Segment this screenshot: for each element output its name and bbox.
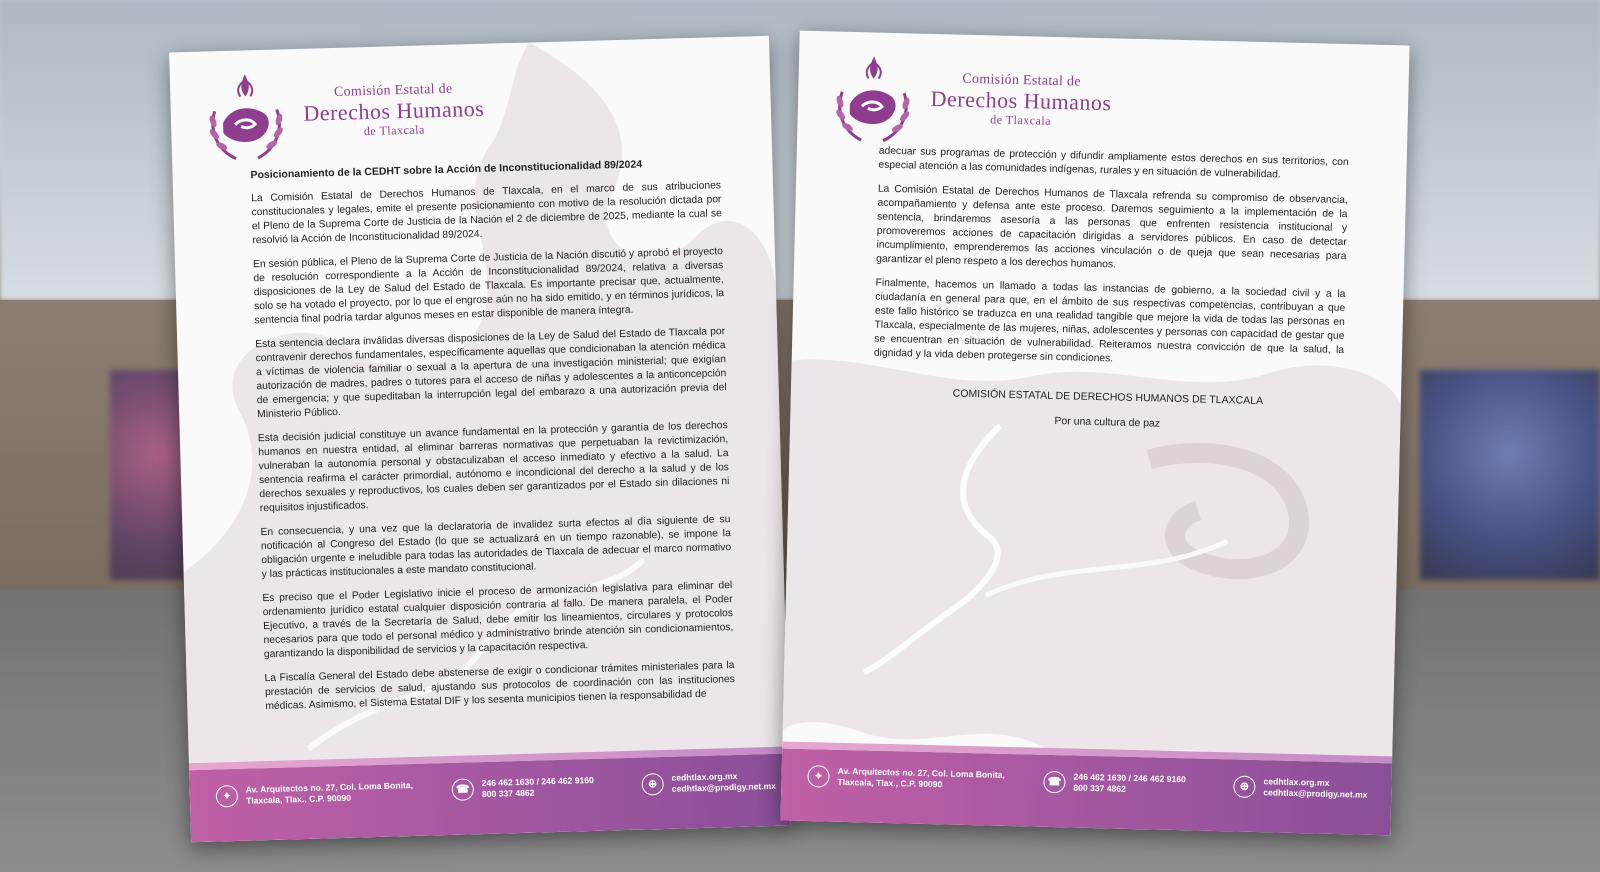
logo-text xyxy=(916,72,1127,129)
laurel-emblem-icon xyxy=(827,51,919,148)
cedht-logo xyxy=(827,51,1129,153)
cedht-logo xyxy=(200,63,503,166)
footer-address xyxy=(246,780,414,807)
logo-line-1: Comisión Estatal de xyxy=(962,71,1081,90)
location-icon: ⌖ xyxy=(216,785,239,808)
website-link[interactable]: cedhtlax.org.mx xyxy=(1263,776,1330,788)
logo-line-3: de Tlaxcala xyxy=(363,122,425,139)
paragraph: La Fiscalía General del Estado debe abstenerse de exigir o condicionar trámites ministeriales para la prestación de servicios de salud, ajustando sus protocolos de coordinación con las instituciones médicas. Asimismo, el Sistema Estatal DIF y los sesenta municipios tienen la responsabilidad de xyxy=(264,659,735,713)
address-line-1: Av. Arquitectos no. 27, Col. Loma Bonita, xyxy=(837,765,1006,780)
document-page-2 xyxy=(780,31,1409,836)
phone-icon: ☎ xyxy=(1043,771,1066,794)
footer-web xyxy=(1263,776,1368,801)
address-line-2: Tlaxcala, Tlax., C.P. 90090 xyxy=(837,776,943,790)
paragraph: En consecuencia, y una vez que la declaratoria de invalidez surta efectos al día siguiente de su notificación al Congreso del Estado (lo que se actualizará en un tiempo razonable), se impone la obligación urgente e ineludible para todas las autoridades de Tlaxcala de adecuar el marco normativo y las prácticas institucionales a este mandato constitucional. xyxy=(260,514,732,581)
address-line-2: Tlaxcala, Tlax., C.P. 90090 xyxy=(245,792,352,806)
globe-icon: ⊕ xyxy=(1233,775,1256,798)
website-link[interactable]: cedhtlax.org.mx xyxy=(671,770,738,783)
phone-line-2: 800 337 4862 xyxy=(481,787,535,800)
paragraph: La Comisión Estatal de Derechos Humanos de Tlaxcala refrenda su compromiso de observancia, acompañamiento y defensa ante este proceso. Daremos seguimiento a la implementación de la sentencia, brindaremos asesoría a las personas que enfrenten resistencia institucional y promoveremos acciones de capacitación dirigidas a servidores públicos. En caso de detectar incumplimiento, emprenderemos las acciones vinculación o de queja que sean necesarias para garantizar el pleno respeto a los derechos humanos. xyxy=(876,183,1348,271)
paragraph: Finalmente, hacemos un llamado a todas las instancias de gobierno, a la sociedad civil y a la ciudadanía en general para que, en el ámbito de sus respectivas competencias, contribuyan a que este fallo histórico se traduzca en una realidad tangible que mejore la vida de todas las personas en Tlaxcala, especialmente de las mujeres, niñas, adolescentes y personas con capacidad de gestar que se encuentran en situación de vulnerabilidad. Reiteramos nuestra convicción de que la salud, la dignidad y la vida deben protegerse sin condiciones. xyxy=(873,277,1346,365)
phone-icon: ☎ xyxy=(451,778,474,801)
logo-line-1: Comisión Estatal de xyxy=(333,81,453,100)
document-title: Posicionamiento de la CEDHT sobre la Acción de Inconstitucionalidad 89/2024 xyxy=(250,158,643,182)
page-1-body xyxy=(250,155,735,724)
motto: Por una cultura de paz xyxy=(1054,414,1161,430)
logo-line-2: Derechos Humanos xyxy=(930,85,1112,116)
paragraph: Es preciso que el Poder Legislativo inicie el proceso de armonización legislativa para eliminar del ordenamiento jurídico estatal cualquier disposición contraria al fallo. De manera paralela, el Poder Ejecutivo, a través de la Secretaría de Salud, debe emitir los lineamientos, circulares y protocolos necesarios para que todo el personal médico y administrativo brinde atención sin condicionamientos, garantizando la disponibilidad de servicios y la capacitación respectiva. xyxy=(262,580,734,661)
footer-phones xyxy=(1073,772,1186,797)
paragraph: La Comisión Estatal de Derechos Humanos de Tlaxcala, en el marco de sus atribuciones constitucionales y legales, emite el presente posicionamiento con motivo de la resolución dictada por el Pleno de la Suprema Corte de Justicia de la Nación el 2 de diciembre de 2025, mediante la cual se resolvió la Acción de Inconstitucionalidad 89/2024. xyxy=(251,180,722,247)
email-link[interactable]: cedhtlax@prodigy.net.mx xyxy=(1263,787,1368,800)
paragraph: Esta sentencia declara inválidas diversas disposiciones de la Ley de Salud del Estado de Tlaxcala por contravenir derechos fundamentales, específicamente aquellas que condicionaban la atención médica a víctimas de violencia familiar o sexual a la apertura de una investigación ministerial; que exigían autorización de madres, padres o tutores para el acceso de niñas y adolescentes a la anticoncepción de emergencia; y que supeditaban la interrupción legal del embarazo a una autorización previa del Ministerio Público. xyxy=(255,326,727,421)
signature: COMISIÓN ESTATAL DE DERECHOS HUMANOS DE TLAXCALA xyxy=(952,387,1264,408)
footer-web xyxy=(671,770,776,795)
email-link[interactable]: cedhtlax@prodigy.net.mx xyxy=(671,780,777,794)
globe-icon: ⊕ xyxy=(641,773,664,796)
phone-line-1: 246 462 1630 / 246 462 9160 xyxy=(1073,771,1187,785)
laurel-emblem-icon xyxy=(200,69,293,166)
page-2-body xyxy=(872,145,1349,445)
paragraph: adecuar sus programas de protección y difundir ampliamente estos derechos en sus territorios, con especial atención a las comunidades indígenas, rurales y en situación de vulnerabilidad. xyxy=(878,145,1349,181)
page-footer xyxy=(780,748,1392,835)
document-page-1 xyxy=(169,36,791,842)
footer-phones xyxy=(481,775,594,800)
footer-address xyxy=(837,766,1005,792)
logo-line-2: Derechos Humanos xyxy=(303,95,485,126)
phone-line-2: 800 337 4862 xyxy=(1073,782,1127,794)
background-mural-right xyxy=(1420,370,1600,580)
logo-text xyxy=(288,81,499,139)
paragraph: Esta decisión judicial constituye un avance fundamental en la protección y garantía de los derechos humanos en nuestra entidad, al eliminar barreras normativas que perpetuaban la revictimización, vulneraban la autonomía personal y obstaculizaban el acceso inmediato y efectivo a la salud. La sentencia reafirma el carácter primordial, autónomo e incondicional del derecho a la salud y de los derechos sexuales y reproductivos, los cuales deben ser garantizados por el Estado sin dilaciones ni requisitos injustificados. xyxy=(257,420,730,515)
address-line-1: Av. Arquitectos no. 27, Col. Loma Bonita, xyxy=(245,780,414,795)
location-icon: ⌖ xyxy=(807,765,830,788)
logo-line-3: de Tlaxcala xyxy=(989,112,1052,128)
paragraph: En sesión pública, el Pleno de la Suprema Corte de Justicia de la Nación discutió y aprobó el proyecto de resolución correspondiente a la Acción de Inconstitucionalidad 89/2024, relativa a diversas disposiciones de la Ley de Salud del Estado de Tlaxcala. Es importante precisar que, actualmente, solo se ha votado el proyecto, por lo que el engrose aún no ha sido emitido, y en términos jurídicos, la sentencia final podría tardar algunos meses en estar disponible de manera íntegra. xyxy=(252,246,725,327)
phone-line-1: 246 462 1630 / 246 462 9160 xyxy=(481,774,595,789)
